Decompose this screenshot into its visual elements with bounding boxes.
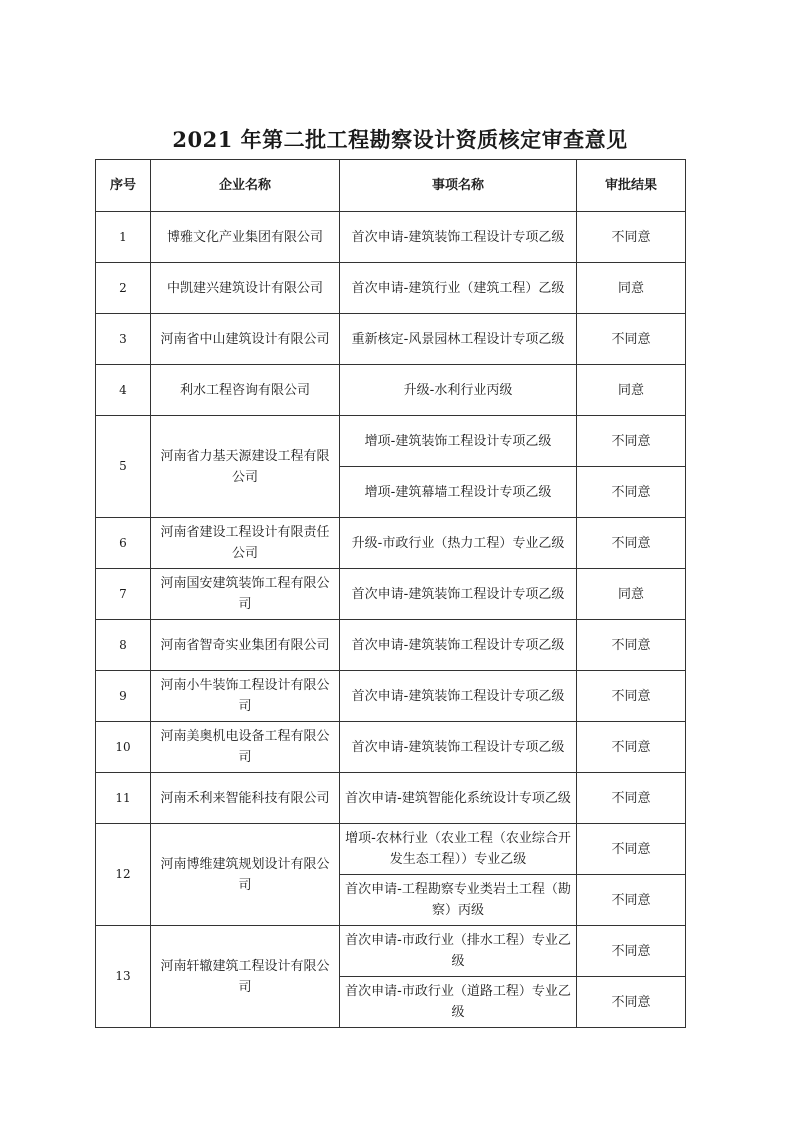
item-cell: 首次申请-建筑装饰工程设计专项乙级 — [340, 671, 577, 722]
serial-cell: 7 — [96, 569, 151, 620]
result-cell: 不同意 — [577, 518, 686, 569]
result-cell: 同意 — [577, 365, 686, 416]
header-serial: 序号 — [96, 160, 151, 212]
company-cell: 河南省中山建筑设计有限公司 — [151, 314, 340, 365]
header-item: 事项名称 — [340, 160, 577, 212]
company-cell: 河南小牛装饰工程设计有限公司 — [151, 671, 340, 722]
company-cell: 河南轩辙建筑工程设计有限公司 — [151, 926, 340, 1028]
item-cell: 首次申请-建筑智能化系统设计专项乙级 — [340, 773, 577, 824]
item-cell: 首次申请-市政行业（排水工程）专业乙级 — [340, 926, 577, 977]
company-cell: 河南禾利来智能科技有限公司 — [151, 773, 340, 824]
result-cell: 不同意 — [577, 314, 686, 365]
result-cell: 同意 — [577, 263, 686, 314]
serial-cell: 2 — [96, 263, 151, 314]
item-cell: 首次申请-建筑装饰工程设计专项乙级 — [340, 620, 577, 671]
serial-cell: 13 — [96, 926, 151, 1028]
company-cell: 河南省力基天源建设工程有限公司 — [151, 416, 340, 518]
header-company: 企业名称 — [151, 160, 340, 212]
table-row — [96, 365, 686, 416]
table-row — [96, 263, 686, 314]
serial-cell: 1 — [96, 212, 151, 263]
result-cell: 不同意 — [577, 824, 686, 875]
serial-cell: 4 — [96, 365, 151, 416]
table-row — [96, 314, 686, 365]
table-row — [96, 416, 686, 467]
result-cell: 不同意 — [577, 977, 686, 1028]
company-cell: 利水工程咨询有限公司 — [151, 365, 340, 416]
serial-cell: 12 — [96, 824, 151, 926]
result-cell: 不同意 — [577, 212, 686, 263]
item-cell: 增项-农林行业（农业工程（农业综合开发生态工程））专业乙级 — [340, 824, 577, 875]
result-cell: 同意 — [577, 569, 686, 620]
item-cell: 增项-建筑装饰工程设计专项乙级 — [340, 416, 577, 467]
item-cell: 首次申请-市政行业（道路工程）专业乙级 — [340, 977, 577, 1028]
item-cell: 首次申请-建筑行业（建筑工程）乙级 — [340, 263, 577, 314]
document-title: 2021 年第二批工程勘察设计资质核定审查意见 — [172, 127, 628, 152]
item-cell: 首次申请-工程勘察专业类岩土工程（勘察）丙级 — [340, 875, 577, 926]
company-cell: 河南国安建筑装饰工程有限公司 — [151, 569, 340, 620]
result-cell: 不同意 — [577, 467, 686, 518]
table-row — [96, 824, 686, 875]
company-cell: 河南省智奇实业集团有限公司 — [151, 620, 340, 671]
serial-cell: 5 — [96, 416, 151, 518]
serial-cell: 11 — [96, 773, 151, 824]
item-cell: 首次申请-建筑装饰工程设计专项乙级 — [340, 722, 577, 773]
item-cell: 升级-市政行业（热力工程）专业乙级 — [340, 518, 577, 569]
company-cell: 河南美奥机电设备工程有限公司 — [151, 722, 340, 773]
serial-cell: 10 — [96, 722, 151, 773]
table-row — [96, 569, 686, 620]
table-row — [96, 722, 686, 773]
review-table — [95, 159, 686, 1028]
result-cell: 不同意 — [577, 875, 686, 926]
serial-cell: 8 — [96, 620, 151, 671]
result-cell: 不同意 — [577, 416, 686, 467]
table-row — [96, 926, 686, 977]
table-row — [96, 620, 686, 671]
result-cell: 不同意 — [577, 926, 686, 977]
company-cell: 博雅文化产业集团有限公司 — [151, 212, 340, 263]
table-row — [96, 212, 686, 263]
result-cell: 不同意 — [577, 671, 686, 722]
company-cell: 河南省建设工程设计有限责任公司 — [151, 518, 340, 569]
result-cell: 不同意 — [577, 722, 686, 773]
result-cell: 不同意 — [577, 620, 686, 671]
serial-cell: 3 — [96, 314, 151, 365]
item-cell: 首次申请-建筑装饰工程设计专项乙级 — [340, 569, 577, 620]
table-row — [96, 518, 686, 569]
item-cell: 升级-水利行业丙级 — [340, 365, 577, 416]
header-result: 审批结果 — [577, 160, 686, 212]
table-row — [96, 671, 686, 722]
company-cell: 中凯建兴建筑设计有限公司 — [151, 263, 340, 314]
company-cell: 河南博维建筑规划设计有限公司 — [151, 824, 340, 926]
serial-cell: 6 — [96, 518, 151, 569]
item-cell: 重新核定-风景园林工程设计专项乙级 — [340, 314, 577, 365]
serial-cell: 9 — [96, 671, 151, 722]
header-row — [96, 160, 686, 212]
item-cell: 增项-建筑幕墙工程设计专项乙级 — [340, 467, 577, 518]
item-cell: 首次申请-建筑装饰工程设计专项乙级 — [340, 212, 577, 263]
result-cell: 不同意 — [577, 773, 686, 824]
table-row — [96, 773, 686, 824]
